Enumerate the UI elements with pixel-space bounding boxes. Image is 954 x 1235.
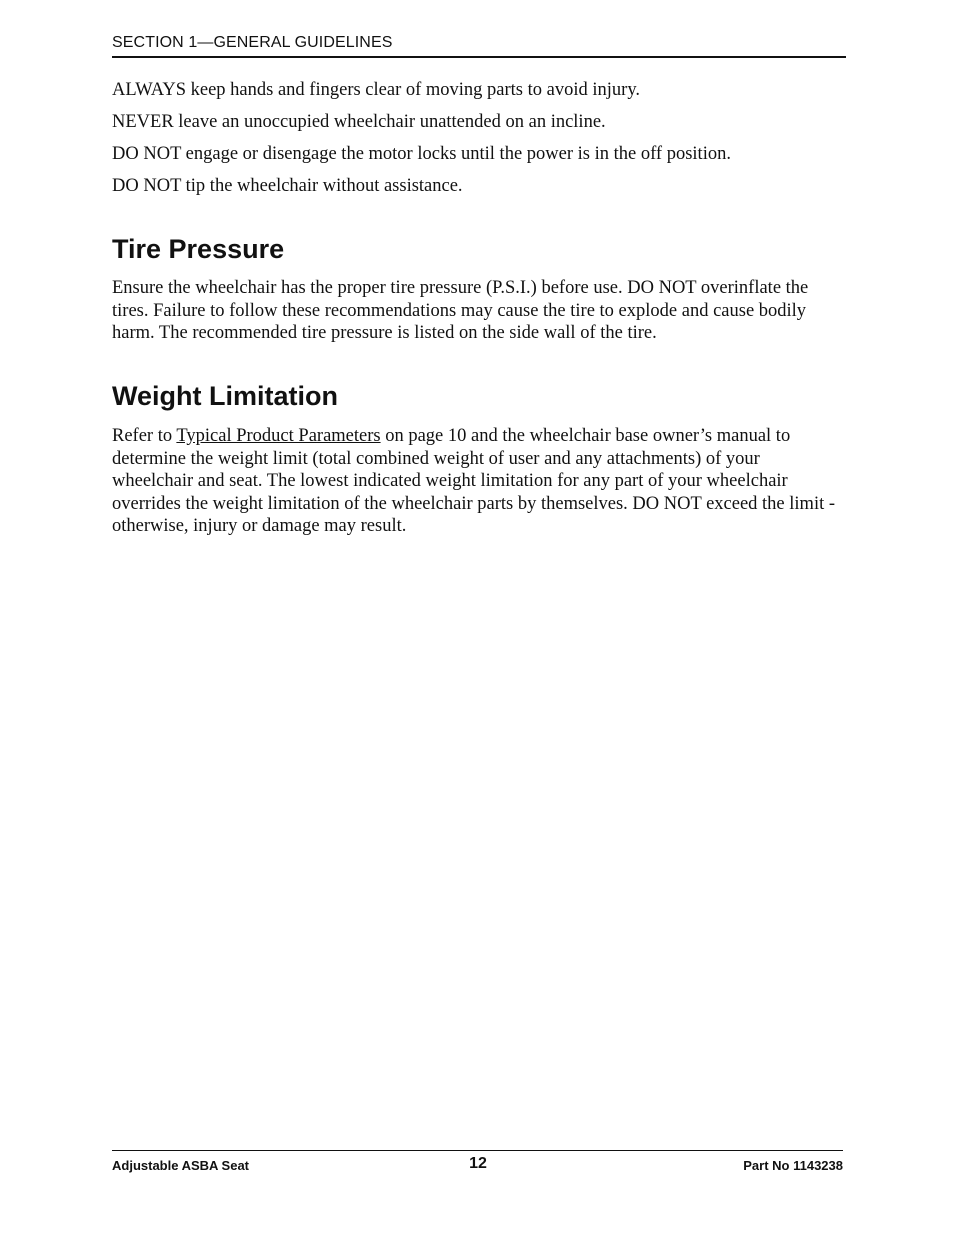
tire-pressure-paragraph: Ensure the wheelchair has the proper tire pressure (P.S.I.) before use. DO NOT overinflate the tires. Failure to follow these recommendations may cause the tire to explode and cause bodily harm. The recommended tire pressure is listed on the side wall of the tire.	[112, 278, 809, 343]
page-footer	[112, 1150, 843, 1177]
tire-pressure-heading: Tire Pressure	[112, 234, 285, 264]
warning-item: DO NOT tip the wheelchair without assistance.	[112, 176, 463, 196]
section-title: SECTION 1—GENERAL GUIDELINES	[112, 34, 393, 51]
warning-item: NEVER leave an unoccupied wheelchair unattended on an incline.	[112, 112, 606, 132]
page-header	[112, 32, 846, 58]
footer-part-number: Part No 1143238	[743, 1158, 843, 1173]
weight-limitation-heading: Weight Limitation	[112, 381, 338, 411]
warnings-list	[112, 78, 852, 206]
page-number: 12	[469, 1155, 487, 1172]
paragraph-text: on page 10 and the wheelchair base owner’s manual to determine the weight limit (total combined weight of user and any attachments) of your wheelchair and seat. The lowest indicated weight limitation for any part of your wheelchair overrides the weight limitation of the wheelchair parts by themselves. DO NOT exceed the limit - otherwise, injury or damage may result.	[112, 426, 836, 536]
typical-product-parameters-link[interactable]: Typical Product Parameters	[176, 426, 381, 446]
warning-item: DO NOT engage or disengage the motor locks until the power is in the off position.	[112, 144, 731, 164]
footer-product-name: Adjustable ASBA Seat	[112, 1158, 250, 1173]
paragraph-text: Refer to	[112, 426, 177, 446]
weight-limitation-paragraph	[112, 425, 842, 538]
warning-item: ALWAYS keep hands and fingers clear of moving parts to avoid injury.	[112, 80, 640, 100]
